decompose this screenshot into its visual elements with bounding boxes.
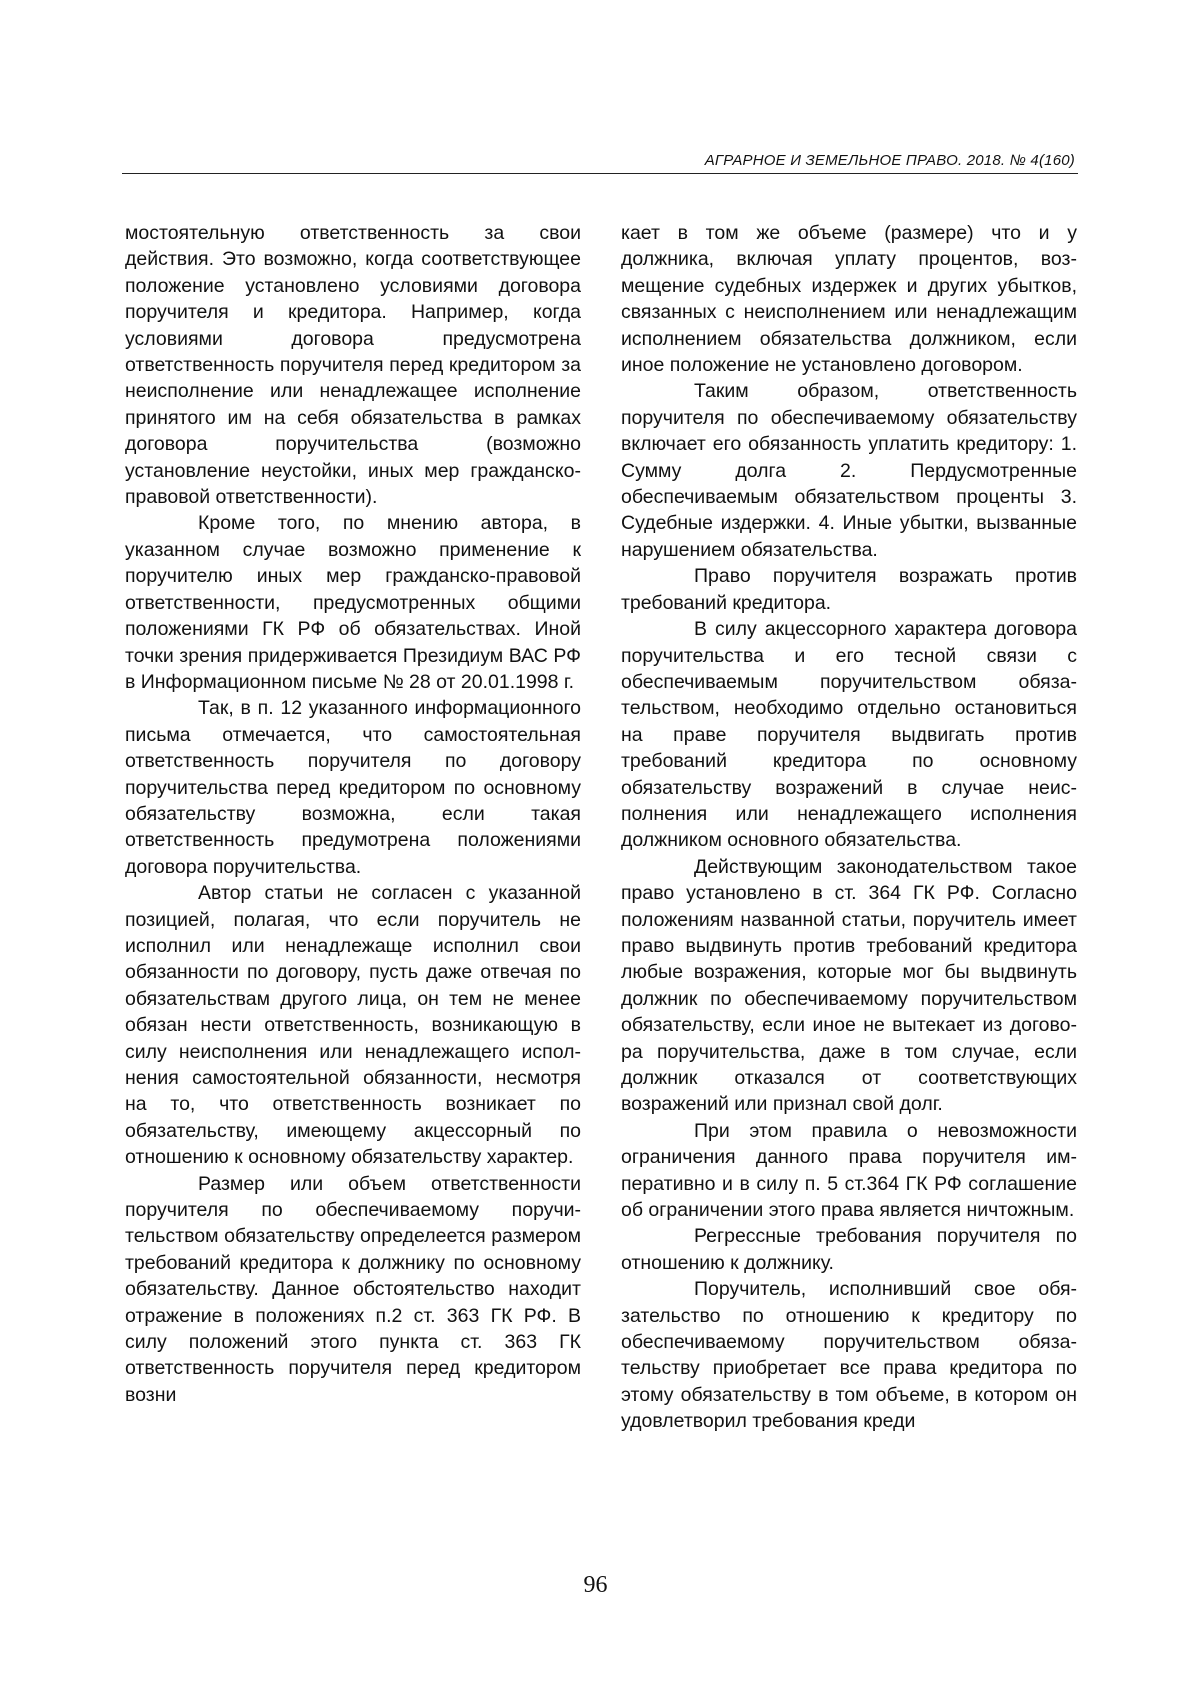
header-divider [122,173,1078,174]
paragraph: Так, в п. 12 указанного информационного письма отмечается, что самостоятельная ответственность поручителя по договору поручительства перед кредитором по основному обязательству возможна, если такая ответственность предумотрена положениями договора поручительства. [125,697,581,878]
page-number: 96 [583,1572,608,1598]
running-header-journal-title: АГРАРНОЕ И ЗЕМЕЛЬНОЕ ПРАВО. 2018. № 4(160) [704,152,1075,169]
paragraph: Поручитель, исполнивший свое обязательство по отношению к кредитору по обеспечиваемому поручительством обязательству приобретает все права кредитора по этому обязательству в том объеме, в котором он удовлетворил требования креди [621,1278,1077,1433]
paragraph: Размер или объем ответственности поручителя по обеспечиваемому поручительством обязательству определеется размером требований кредитора к должнику по основному обязательству. Данное обстоятельство находит отражение в положениях п.2 ст. 363 ГК РФ. В силу положений этого пункта ст. 363 ГК ответственность поручителя перед кредитором возни [125,1172,581,1406]
paragraph: В силу акцессорного характера договора поручительства и его тесной связи с обеспечиваемым поручительством обязательством, необходимо отдельно остановиться на праве поручителя выдвигать против требований кредитора по основному обязательству возражений в случае неисполнения или ненадлежащего исполнения должником основного обязательства. [621,618,1077,852]
paragraph: Действующим законодательством такое право установлено в ст. 364 ГК РФ. Согласно положениям названной статьи, поручитель имеет право выдвинуть против требований кредитора любые возражения, которые мог бы выдвинуть должник по обеспечиваемому поручительством обязательству, если иное не вытекает из договора поручительства, даже в том случае, если должник отказался от соответствующих возражений или признал свой долг. [621,855,1077,1116]
paragraph: Автор статьи не согласен с указанной позицией, полагая, что если поручитель не исполнил или ненадлежаще исполнил свои обязанности по договору, пусть даже отвечая по обязательствам другого лица, он тем не менее обязан нести ответственность, возникающую в силу неисполнения или ненадлежащего исполнения самостоятельной обязанности, несмотря на то, что ответственность возникает по обязательству, имеющему акцессорный по отношению к основному обязательству характер. [125,882,581,1169]
paragraph: Право поручителя возражать против требований кредитора. [621,565,1077,614]
paragraph: Таким образом, ответственность поручителя по обеспечиваемому обязательству включает его обязанность уплатить кредитору: 1. Сумму долга 2. Пердусмотренные обеспечиваемым обязательством проценты 3. Судебные издержки. 4. Иные убытки, вызванные нарушением обязательства. [621,380,1077,561]
paragraph: кает в том же объеме (размере) что и у должника, включая уплату процентов, возмещение судебных издержек и других убытков, связанных с неисполнением или ненадлежащим исполнением обязательства должником, если иное положение не установлено договором. [621,222,1077,377]
paragraph: Регрессные требования поручителя по отношению к должнику. [621,1225,1077,1274]
paragraph: Кроме того, по мнению автора, в указанном случае возможно применение к поручителю иных мер гражданско-правовой ответственности, предусмотренных общими положениями ГК РФ об обязательствах. Иной точки зрения придерживается Президиум ВАС РФ в Информационном письме № 28 от 20.01.1998 г. [125,512,581,693]
paragraph: мостоятельную ответственность за свои действия. Это возможно, когда соответствующее положение установлено условиями договора поручителя и кредитора. Например, когда условиями договора предусмотрена ответственность поручителя перед кредитором за неисполнение или ненадлежащее исполнение принятого им на себя обязательства в рамках договора поручительства (возможно установление неустойки, иных мер гражданско-правовой ответственности). [125,222,581,509]
text-column-right [621,220,1077,1435]
text-column-left [125,220,581,1408]
paragraph: При этом правила о невозможности ограничения данного права поручителя императивно и в силу п. 5 ст.364 ГК РФ соглашение об ограничении этого права является ничтожным. [621,1119,1077,1222]
